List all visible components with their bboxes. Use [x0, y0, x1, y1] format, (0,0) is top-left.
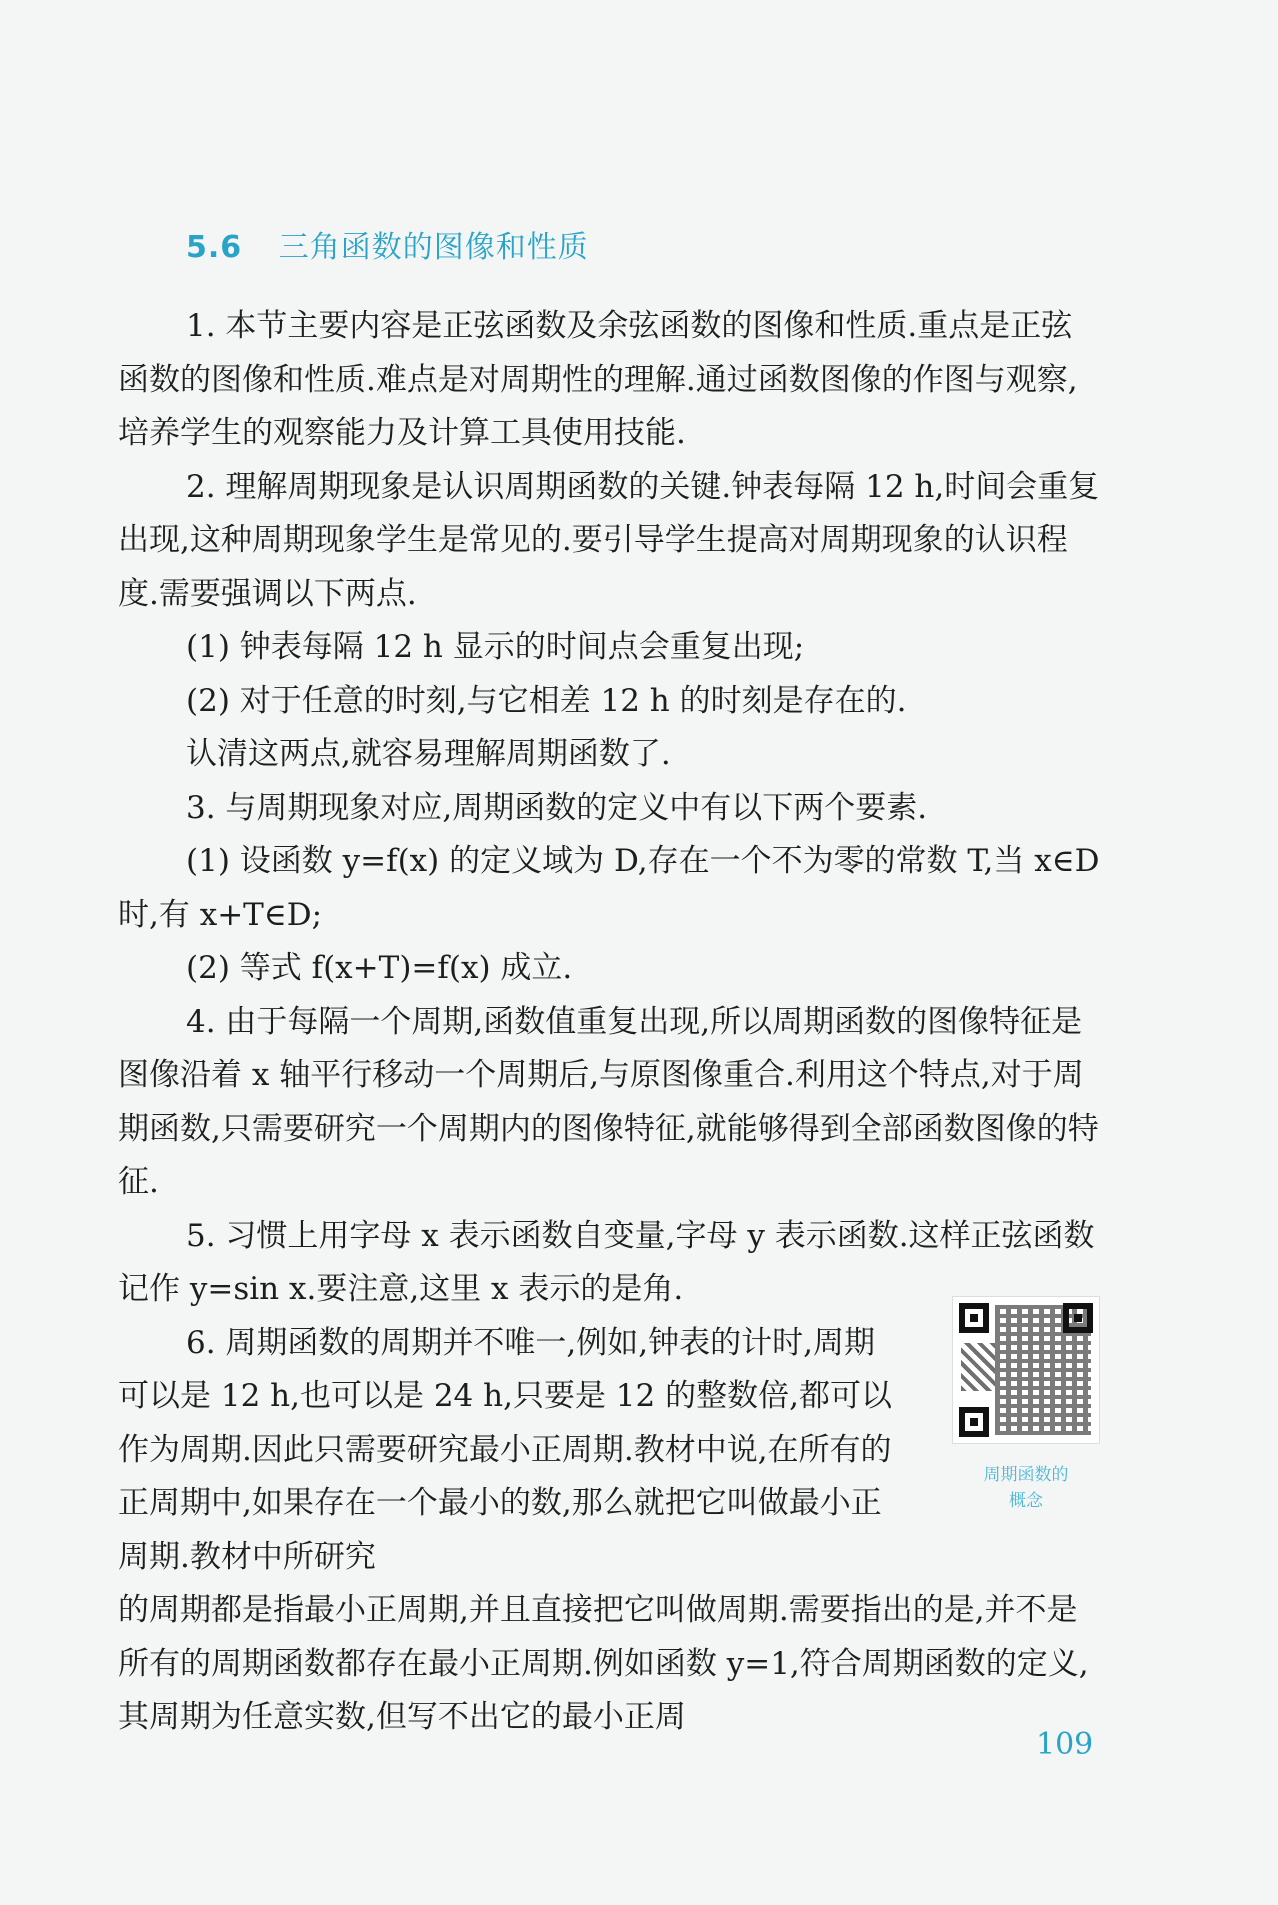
qr-pattern — [961, 1343, 995, 1391]
qr-finder — [959, 1407, 989, 1437]
section-number: 5.6 — [186, 230, 243, 265]
section-heading — [186, 222, 589, 266]
paragraph: (2) 等式 f(x+T)=f(x) 成立. — [186, 950, 573, 986]
paragraph: (2) 对于任意的时刻,与它相差 12 h 的时刻是存在的. — [186, 682, 907, 719]
paragraph: 5. 习惯上用字母 x 表示函数自变量,字母 y 表示函数.这样正弦函数记作 y=sin x.要注意,这里 x 表示的是角. — [118, 1217, 1095, 1307]
paragraph: 1. 本节主要内容是正弦函数及余弦函数的图像和性质.重点是正弦函数的图像和性质.难点是对周期性的理解.通过函数图像的作图与观察,培养学生的观察能力及计算工具使用技能. — [118, 308, 1078, 451]
qr-finder — [959, 1303, 989, 1333]
page-number: 109 — [1036, 1727, 1094, 1762]
qr-code-block[interactable] — [952, 1296, 1100, 1514]
paragraph: 3. 与周期现象对应,周期函数的定义中有以下两个要素. — [186, 789, 928, 826]
section-title: 三角函数的图像和性质 — [278, 230, 589, 265]
qr-code[interactable] — [952, 1296, 1100, 1444]
qr-caption-line: 概念 — [1009, 1491, 1043, 1511]
qr-pattern — [995, 1305, 1091, 1435]
qr-caption — [952, 1462, 1100, 1514]
paragraph: 4. 由于每隔一个周期,函数值重复出现,所以周期函数的图像特征是图像沿着 x 轴平行移动一个周期后,与原图像重合.利用这个特点,对于周期函数,只需要研究一个周期内的图像特征,就能够得到全部函数图像的特征. — [118, 1003, 1099, 1200]
body-text — [118, 300, 1100, 1745]
paragraph: (1) 设函数 y=f(x) 的定义域为 D,存在一个不为零的常数 T,当 x∈D 时,有 x+T∈D; — [118, 843, 1100, 933]
paragraph: (1) 钟表每隔 12 h 显示的时间点会重复出现; — [186, 629, 805, 665]
paragraph: 的周期都是指最小正周期,并且直接把它叫做周期.需要指出的是,并不是所有的周期函数都存在最小正周期.例如函数 y=1,符合周期函数的定义,其周期为任意实数,但写不出它的最小正周 — [118, 1592, 1089, 1735]
paragraph: 认清这两点,就容易理解周期函数了. — [186, 736, 671, 772]
paragraph: 6. 周期函数的周期并不唯一,例如,钟表的计时,周期可以是 12 h,也可以是 24 h,只要是 12 的整数倍,都可以作为周期.因此只需要研究最小正周期.教材中说,在所有的正周期中,如果存在一个最小的数,那么就把它叫做最小正周期.教材中所研究 — [118, 1324, 892, 1575]
qr-caption-line: 周期函数的 — [983, 1465, 1069, 1485]
paragraph: 2. 理解周期现象是认识周期函数的关键.钟表每隔 12 h,时间会重复出现,这种周期现象学生是常见的.要引导学生提高对周期现象的认识程度.需要强调以下两点. — [118, 468, 1100, 612]
